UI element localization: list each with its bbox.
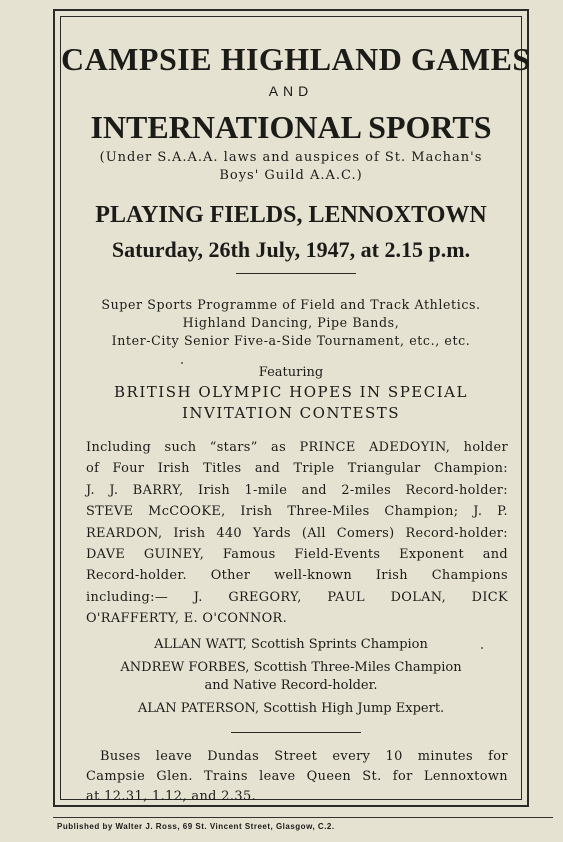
- stars-line: O'RAFFERTY, E. O'CONNOR.: [86, 611, 288, 627]
- programme-line-1: Super Sports Programme of Field and Track Athletics.: [101, 297, 481, 312]
- event-date: Saturday, 26th July, 1947, at 2.15 p.m.: [111, 237, 471, 262]
- stars-line: STEVE McCOOKE, Irish Three-Miles Champion; J. P.: [86, 504, 508, 520]
- scottish-line-3: and Native Record-holder.: [204, 678, 378, 693]
- stars-line: REARDON, Irish 440 Yards (All Comers) Record-holder:: [86, 525, 508, 541]
- transport-line: at 12.31, 1.12, and 2.35.: [86, 789, 257, 804]
- stars-line: Including such “stars” as PRINCE ADEDOYIN, holder: [86, 440, 508, 455]
- title-and: AND: [268, 83, 314, 99]
- publisher-imprint: Published by Walter J. Ross, 69 St. Vincent Street, Glasgow, C.2.: [57, 822, 335, 831]
- stars-line: Record-holder. Other well-known Irish Champions: [86, 568, 508, 584]
- stars-line: DAVE GUINEY, Famous Field-Events Exponent and: [86, 547, 508, 563]
- title-line-2: INTERNATIONAL SPORTS: [90, 109, 492, 145]
- stars-line: J. J. BARRY, Irish 1-mile and 2-miles Record-holder:: [86, 482, 508, 498]
- transport-paragraph: [86, 747, 508, 807]
- divider-bottom: [231, 732, 361, 733]
- stars-line: including:— J. GREGORY, PAUL DOLAN, DICK: [86, 589, 508, 605]
- poster-inner-border: [60, 16, 531, 804]
- stars-paragraph: [86, 437, 508, 630]
- venue: PLAYING FIELDS, LENNOXTOWN: [95, 202, 487, 228]
- print-speck: [181, 362, 183, 364]
- scottish-line-4: ALAN PATERSON, Scottish High Jump Expert.: [137, 701, 445, 716]
- transport-line: Campsie Glen. Trains leave Queen St. for Lennoxtown: [86, 769, 508, 784]
- subtitle-line-2: Boys' Guild A.A.C.): [219, 168, 363, 183]
- scottish-line-1: ALLAN WATT, Scottish Sprints Champion: [154, 637, 428, 652]
- divider-top: [236, 273, 356, 274]
- transport-line: Buses leave Dundas Street every 10 minutes for: [100, 749, 508, 764]
- title-line-1: CAMPSIE HIGHLAND GAMES: [61, 41, 531, 77]
- featuring-headline-1: BRITISH OLYMPIC HOPES IN SPECIAL: [114, 383, 468, 401]
- scottish-line-2: ANDREW FORBES, Scottish Three-Miles Champion: [120, 660, 462, 675]
- footer-rule: [53, 817, 553, 818]
- print-speck: [481, 647, 483, 649]
- subtitle-line-1: (Under S.A.A.A. laws and auspices of St. Machan's: [99, 150, 483, 165]
- featuring-headline-2: INVITATION CONTESTS: [181, 404, 401, 422]
- stars-line: of Four Irish Titles and Triple Triangular Champion:: [86, 461, 508, 477]
- featuring-label: Featuring: [258, 365, 324, 380]
- programme-line-3: Inter-City Senior Five-a-Side Tournament, etc., etc.: [111, 333, 471, 348]
- programme-line-2: Highland Dancing, Pipe Bands,: [182, 315, 400, 330]
- poster-border: [53, 9, 529, 807]
